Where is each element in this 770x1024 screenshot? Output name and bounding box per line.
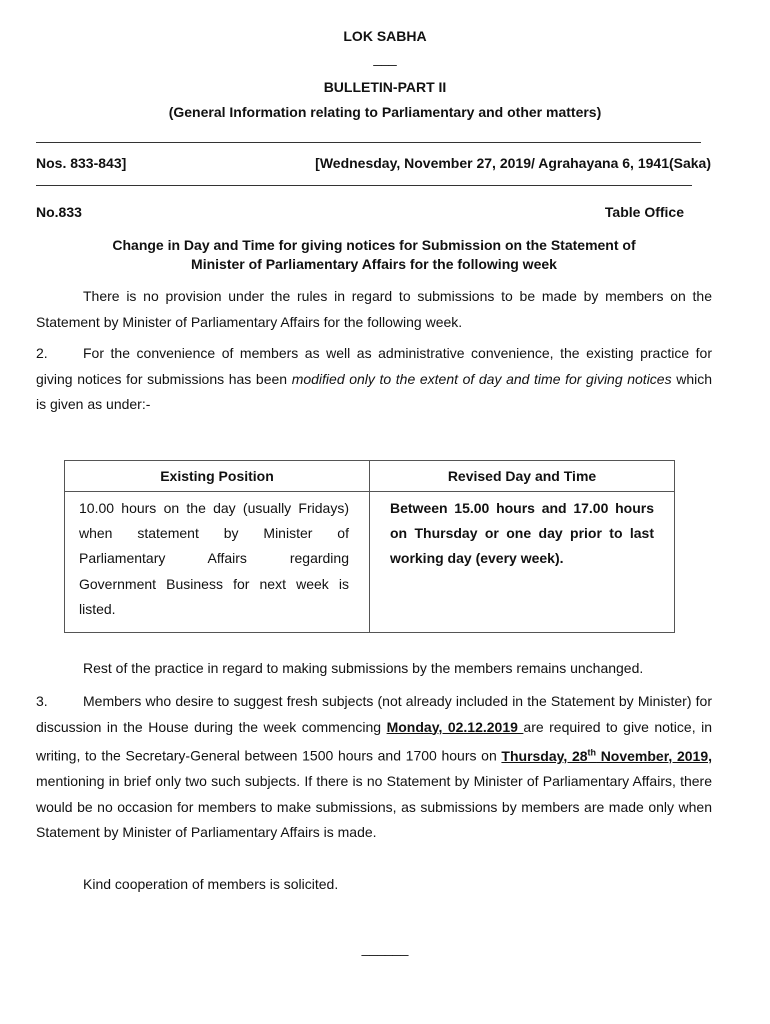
paragraph-3-date-thursday-day: Thursday, 28 [501, 747, 588, 764]
paragraph-3-text-a: Members who desire to suggest fresh subjects (not already included in the Statement by Minister) for discussion in the House during the week commencing [36, 693, 712, 735]
bulletin-subtitle: (General Information relating to Parliamentary and other matters) [168, 104, 602, 120]
positions-table [64, 460, 675, 633]
paragraph-3-number: 3. [36, 693, 48, 709]
paragraph-2-number: 2. [36, 345, 48, 361]
paragraph-3 [36, 689, 712, 846]
table-header-existing: Existing Position [65, 461, 370, 492]
paragraph-3-date-thursday-month: November, 2019, [596, 747, 712, 764]
notice-title-line2: Minister of Parliamentary Affairs for the following week [191, 256, 557, 272]
paragraph-2-italic: modified only to the extent of day and time for giving notices [291, 370, 672, 387]
divider-bottom [36, 185, 692, 186]
paragraph-rest: Rest of the practice in regard to making submissions by the members remains unchanged. [83, 660, 644, 676]
paragraph-kind: Kind cooperation of members is solicited. [83, 876, 339, 892]
paragraph-2-text: For the convenience of members as well as administrative convenience, the existing practice for giving notices for submissions has been [36, 345, 712, 387]
notice-title-line1: Change in Day and Time for giving notices for Submission on the Statement of [112, 237, 636, 253]
table-cell-revised: Between 15.00 hours and 17.00 hours on Thursday or one day prior to last working day (every week). [370, 492, 675, 633]
end-rule: ______ [361, 940, 409, 956]
header-short-rule: ___ [373, 50, 397, 66]
issue-numbers: Nos. 833-843] [36, 155, 127, 171]
paragraph-3-date-monday: Monday, 02.12.2019 [386, 718, 524, 735]
bulletin-title: BULLETIN-PART II [323, 79, 447, 95]
paragraph-3-text-b: are required to give notice, in writing, to the Secretary-General between 1500 hours and 1700 hours on [36, 718, 712, 764]
header-org: LOK SABHA [343, 28, 427, 44]
table-cell-existing: 10.00 hours on the day (usually Fridays) when statement by Minister of Parliamentary Affairs regarding Government Business for next week is listed. [65, 492, 370, 633]
table-header-revised: Revised Day and Time [370, 461, 675, 492]
divider-top [36, 142, 701, 143]
paragraph-3-text-c: mentioning in brief only two such subjects. If there is no Statement by Minister of Parliamentary Affairs, there would be no occasion for members to make submissions, as submissions by members are made only when Statement by Minister of Parliamentary Affairs is made. [36, 773, 712, 841]
notice-number: No.833 [36, 204, 82, 220]
table-row [65, 492, 675, 633]
paragraph-3-date-thursday [501, 748, 712, 764]
issue-date: [Wednesday, November 27, 2019/ Agrahayana 6, 1941(Saka) [315, 155, 711, 171]
paragraph-2-end: which is given as under:- [36, 370, 713, 412]
paragraph-1: There is no provision under the rules in regard to submissions to be made by members on the Statement by Minister of Parliamentary Affairs for the following week. [36, 288, 712, 330]
table-header-row [65, 461, 675, 492]
notice-office: Table Office [604, 204, 684, 220]
paragraph-2 [36, 341, 712, 418]
paragraph-3-date-thursday-sup: th [587, 747, 597, 757]
